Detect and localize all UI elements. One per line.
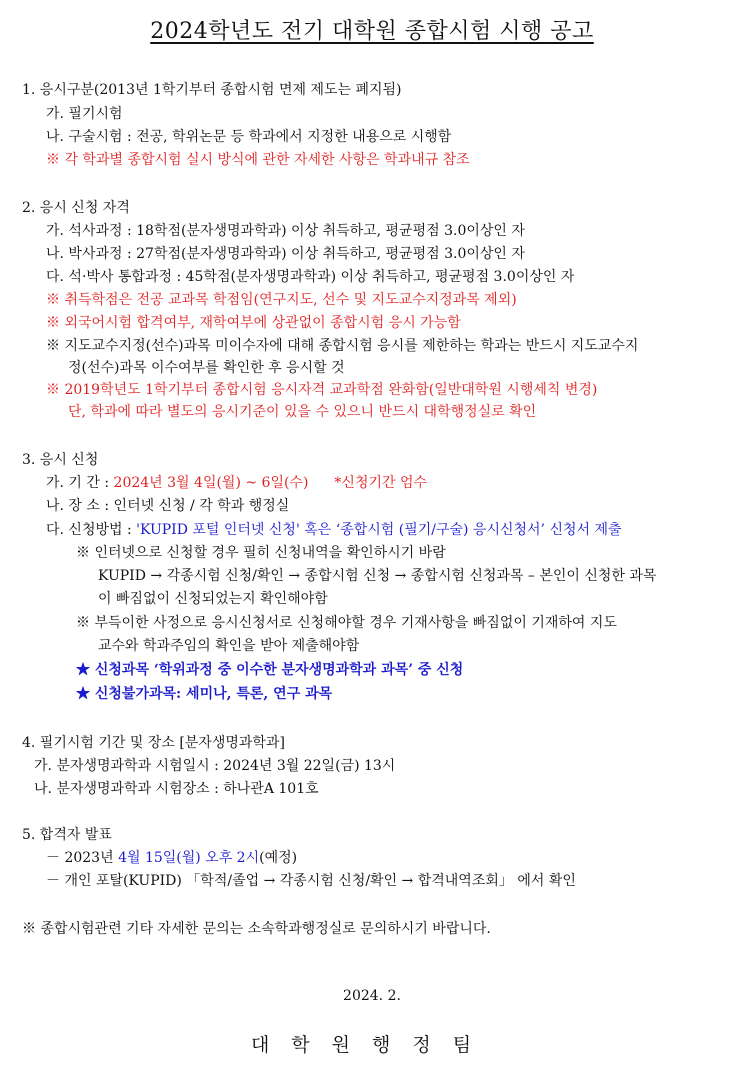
eligibility-relaxed-note-cont: 단, 학과에 따라 별도의 응시기준이 있을 수 있으니 반드시 대학행정실로 확인 (68, 404, 537, 420)
paper-form-note: ※ 부득이한 사정으로 응시신청서로 신청해야할 경우 기재사항을 빠짐없이 기재하여 지도 (76, 615, 617, 631)
period-value: 2024년 3월 4일(월) ~ 6일(수) (113, 475, 309, 491)
application-period (46, 473, 427, 493)
advisor-course-note: ※ 지도교수지정(선수)과목 미이수자에 대해 종합시험 응시를 제한하는 학과는 반드시 지도교수지 (46, 338, 639, 354)
announcement-date (46, 848, 297, 868)
masters-requirement: 가. 석사과정 : 18학점(분자생명과학과) 이상 취득하고, 평균평점 3.0이상인 자 (46, 223, 525, 239)
inquiry-note: ※ 종합시험관련 기타 자세한 문의는 소속학과행정실로 문의하시기 바랍니다. (22, 921, 491, 937)
exam-datetime: 가. 분자생명과학과 시험일시 : 2024년 3월 22일(금) 13시 (34, 758, 396, 774)
kupid-path-cont: 이 빠짐없이 신청되었는지 확인해야함 (98, 591, 328, 607)
oral-exam-item: 나. 구술시험 : 전공, 학위논문 등 학과에서 지정한 내용으로 시행함 (46, 129, 452, 145)
section-5-heading: 5. 합격자 발표 (22, 827, 112, 843)
method-value: 'KUPID 포털 인터넷 신청' 혹은 ‘종합시험 (필기/구술) 응시신청서’ 신청서 제출 (136, 522, 622, 538)
kupid-path: KUPID → 각종시험 신청/확인 → 종합시험 신청 → 종합시험 신청과목 – 본인이 신청한 과목 (98, 568, 657, 584)
written-exam-item: 가. 필기시험 (46, 106, 123, 122)
eligibility-relaxed-note: ※ 2019학년도 1학기부터 종합시험 응시자격 교과학점 완화함(일반대학원 시행세칙 변경) (46, 382, 598, 398)
announcement-suffix: (예정) (259, 850, 298, 866)
integrated-requirement: 다. 석·박사 통합과정 : 45학점(분자생명과학과) 이상 취득하고, 평균평점 3.0이상인 자 (46, 269, 575, 285)
announcement-datetime: 4월 15일(월) 오후 2시 (118, 850, 260, 866)
section-4-heading: 4. 필기시험 기간 및 장소 [분자생명과학과] (22, 735, 285, 751)
section-2-heading: 2. 응시 신청 자격 (22, 200, 130, 216)
notice-date: 2024. 2. (343, 988, 401, 1004)
result-check-path: － 개인 포탈(KUPID) 「학적/졸업 → 각종시험 신청/확인 → 합격내역조회」 에서 확인 (46, 873, 576, 889)
advisor-course-note-cont: 정(선수)과목 이수여부를 확인한 후 응시할 것 (68, 360, 345, 376)
exam-location: 나. 분자생명과학과 시험장소 : 하나관A 101호 (34, 781, 319, 797)
doctoral-requirement: 나. 박사과정 : 27학점(분자생명과학과) 이상 취득하고, 평균평점 3.0이상인 자 (46, 246, 525, 262)
department-rules-note: ※ 각 학과별 종합시험 실시 방식에 관한 자세한 사항은 학과내규 참조 (46, 152, 470, 168)
announcement-prefix: － 2023년 (46, 850, 119, 866)
period-note: *신청기간 엄수 (334, 475, 428, 491)
allowed-courses-note: ★ 신청과목 ‘학위과정 중 이수한 분자생명과학과 과목’ 중 신청 (76, 662, 464, 678)
application-method (46, 520, 622, 540)
application-place: 나. 장 소 : 인터넷 신청 / 각 학과 행정실 (46, 498, 290, 514)
section-3-heading: 3. 응시 신청 (22, 452, 99, 468)
credit-note: ※ 취득학점은 전공 교과목 학점임(연구지도, 선수 및 지도교수지정과목 제외) (46, 292, 517, 308)
method-label: 다. 신청방법 : (46, 522, 137, 538)
issuer-team: 대학원행정팀 (250, 1034, 494, 1056)
period-label: 가. 기 간 : (46, 475, 114, 491)
section-1-heading: 1. 응시구분(2013년 1학기부터 종합시험 면제 제도는 폐지됨) (22, 82, 402, 98)
page-title: 2024학년도 전기 대학원 종합시험 시행 공고 (150, 19, 594, 44)
internet-note: ※ 인터넷으로 신청할 경우 필히 신청내역을 확인하시기 바람 (76, 545, 446, 561)
paper-form-note-cont: 교수와 학과주임의 확인을 받아 제출해야함 (98, 638, 360, 654)
excluded-courses-note: ★ 신청불가과목: 세미나, 특론, 연구 과목 (76, 686, 333, 702)
language-exam-note: ※ 외국어시험 합격여부, 재학여부에 상관없이 종합시험 응시 가능함 (46, 315, 461, 331)
